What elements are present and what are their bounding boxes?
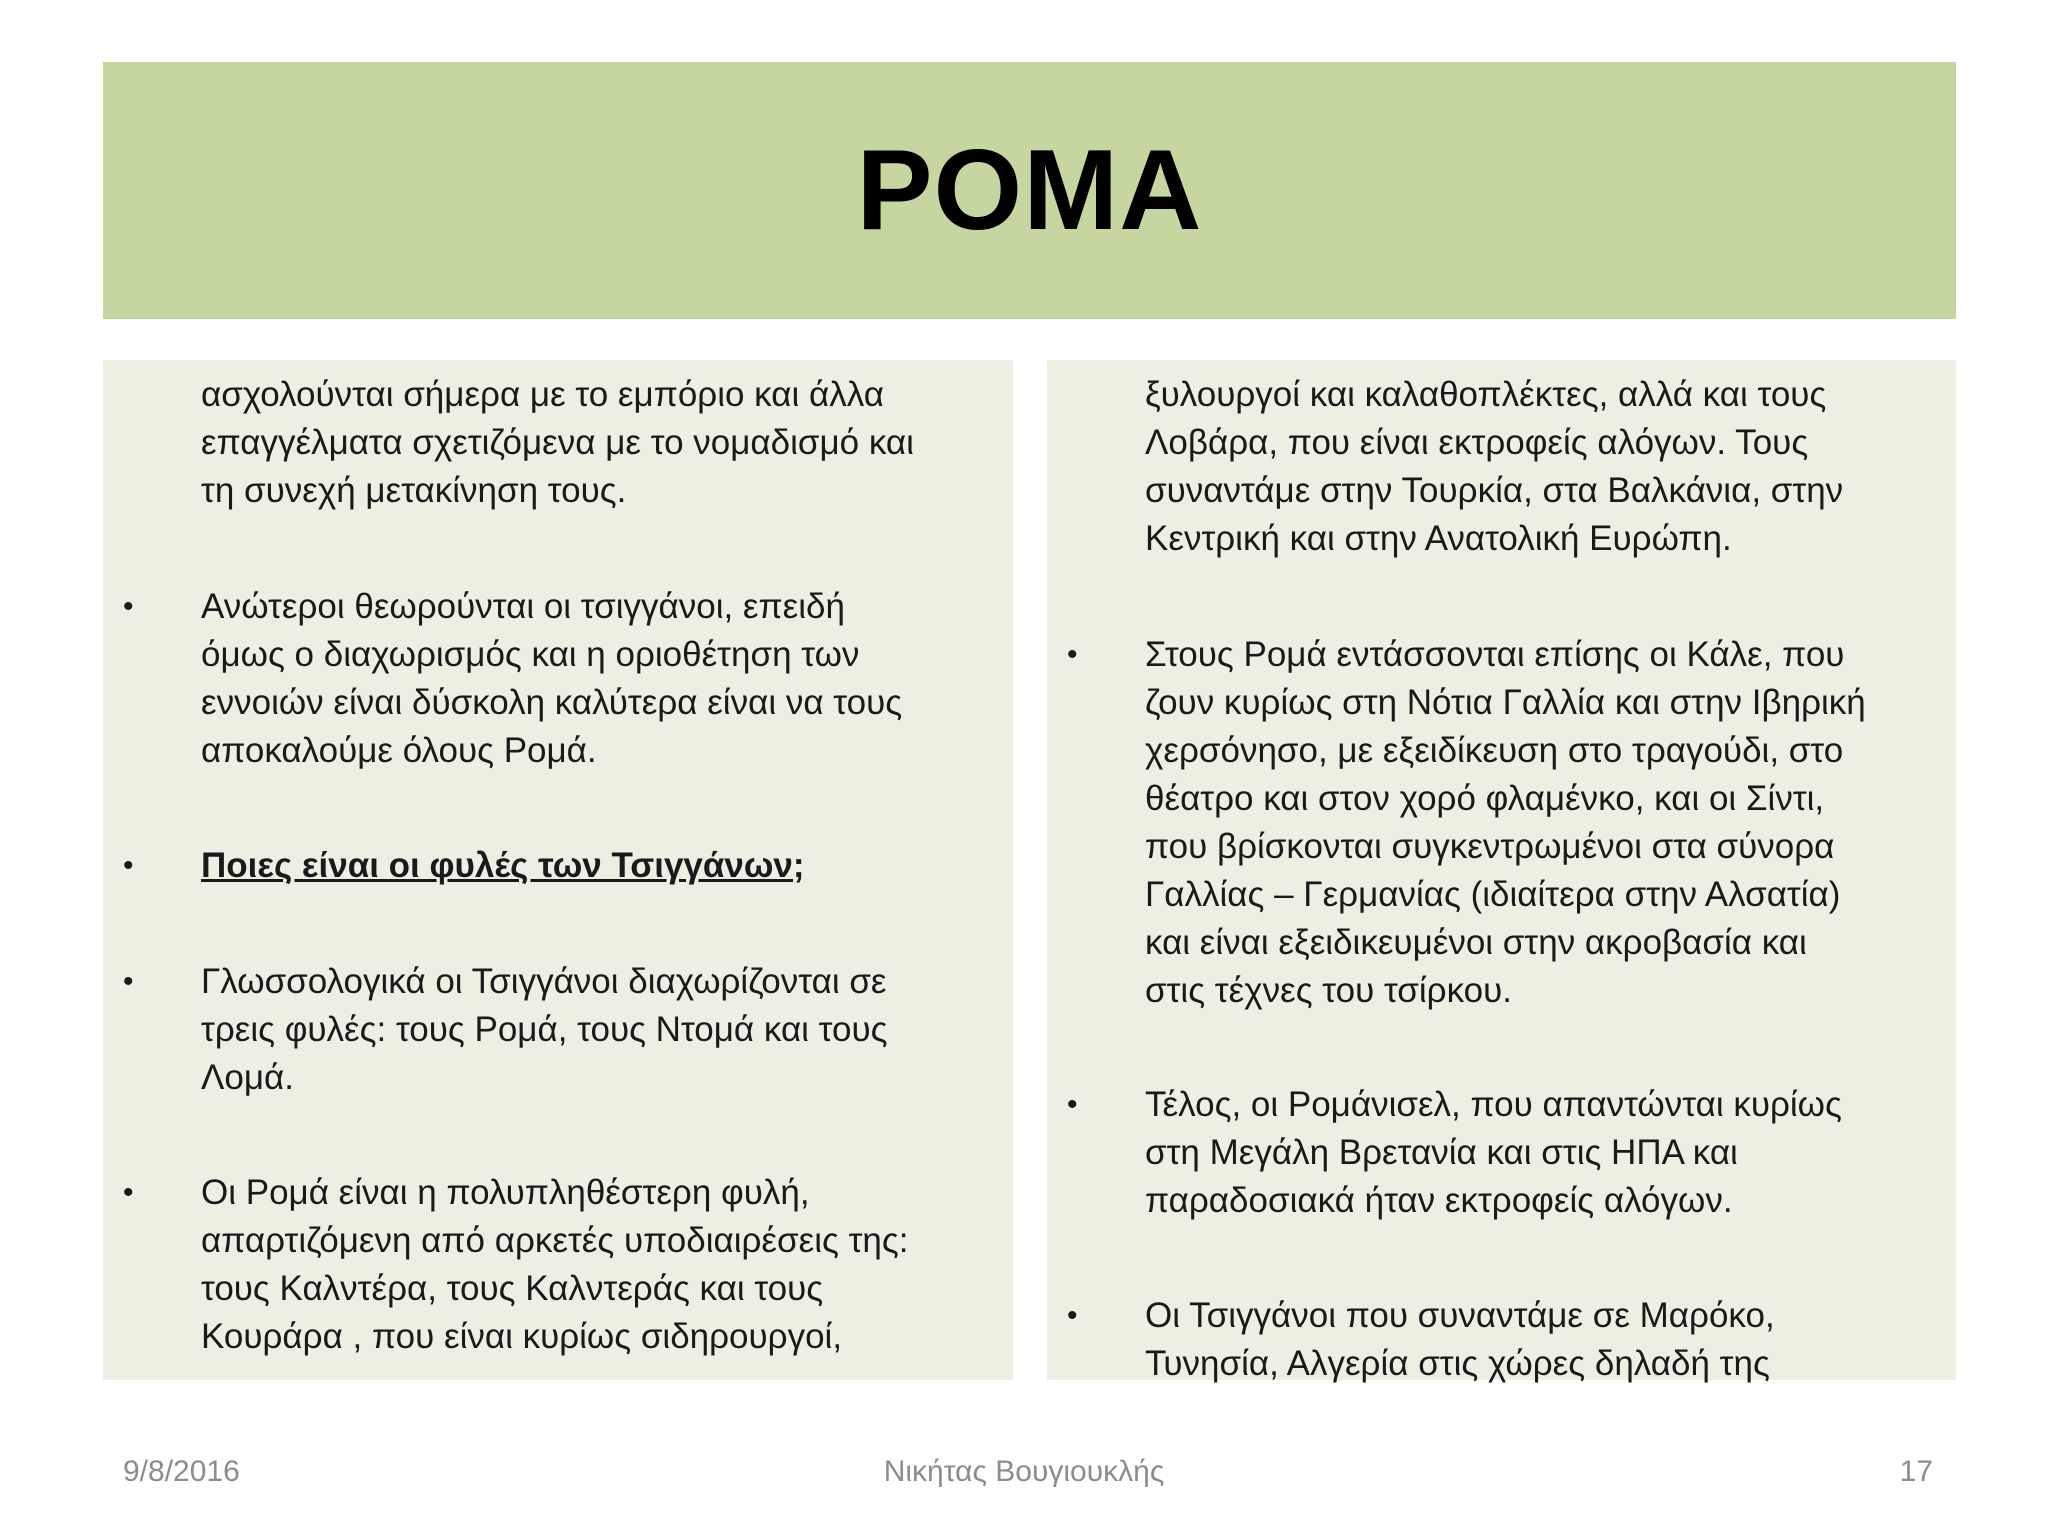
text-line: επαγγέλματα σχετιζόμενα με το νομαδισμό και <box>201 423 914 462</box>
text-line: τρεις φυλές: τους Ρομά, τους Ντομά και τους <box>201 1010 888 1049</box>
text-line: Λοβάρα, που είναι εκτροφείς αλόγων. Τους <box>1145 423 1809 462</box>
text-line: Γλωσσολογικά οι Τσιγγάνοι διαχωρίζονται σε <box>201 962 887 1001</box>
bullet-marker: • <box>123 849 134 882</box>
text-line: Κεντρική και στην Ανατολική Ευρώπη. <box>1145 519 1732 558</box>
text-line: χερσόνησο, με εξειδίκευση στο τραγούδι, στο <box>1145 731 1844 770</box>
text-line: Λομά. <box>201 1058 294 1097</box>
footer-page-number: 17 <box>1899 1455 1933 1488</box>
text-line: εννοιών είναι δύσκολη καλύτερα είναι να τους <box>201 683 903 722</box>
text-line: συναντάμε στην Τουρκία, στα Βαλκάνια, στην <box>1145 471 1844 510</box>
text-line: θέατρο και στον χορό φλαμένκο, και οι Σίντι, <box>1145 779 1825 818</box>
section-question-heading: Ποιες είναι οι φυλές των Τσιγγάνων; <box>201 846 805 885</box>
text-line: τη συνεχή μετακίνηση τους. <box>201 471 627 510</box>
text-line: Οι Ρομά είναι η πολυπληθέστερη φυλή, <box>201 1173 810 1212</box>
right-intro-paragraph <box>1145 371 1843 563</box>
text-line: όμως ο διαχωρισμός και η οριοθέτηση των <box>201 635 860 674</box>
text-line: που βρίσκονται συγκεντρωμένοι στα σύνορα <box>1145 827 1835 866</box>
left-bullet-2-heading <box>201 842 805 890</box>
bullet-marker: • <box>123 965 134 998</box>
footer-date: 9/8/2016 <box>123 1455 240 1488</box>
bullet-marker: • <box>1067 638 1078 671</box>
text-line: Γαλλίας – Γερμανίας (ιδιαίτερα στην Αλσατία) <box>1145 875 1841 914</box>
text-line: Ανώτεροι θεωρούνται οι τσιγγάνοι, επειδή <box>201 587 845 626</box>
text-line: απαρτιζόμενη από αρκετές υποδιαιρέσεις της: <box>201 1221 909 1260</box>
right-bullet-3 <box>1145 1292 1775 1388</box>
slide-title: ΡΟΜΑ <box>856 127 1203 254</box>
text-line: στις τέχνες του τσίρκου. <box>1145 971 1512 1010</box>
title-banner <box>103 62 1956 319</box>
text-line: Τέλος, οι Ρομάνισελ, που απαντώνται κυρίως <box>1145 1085 1842 1124</box>
right-bullet-1 <box>1145 631 1866 1015</box>
text-line: στη Μεγάλη Βρετανία και στις ΗΠΑ και <box>1145 1133 1738 1172</box>
left-bullet-1 <box>201 583 902 775</box>
bullet-marker: • <box>123 590 134 623</box>
bullet-marker: • <box>123 1176 134 1209</box>
text-line: Τυνησία, Αλγερία στις χώρες δηλαδή της <box>1145 1344 1770 1383</box>
right-bullet-2 <box>1145 1081 1842 1225</box>
left-intro-paragraph <box>201 371 914 515</box>
text-line: ξυλουργοί και καλαθοπλέκτες, αλλά και τους <box>1145 375 1827 414</box>
text-line: ασχολούνται σήμερα με το εμπόριο και άλλα <box>201 375 884 414</box>
text-line: τους Καλντέρα, τους Καλντεράς και τους <box>201 1269 824 1308</box>
left-bullet-4 <box>201 1169 909 1361</box>
text-line: ζουν κυρίως στη Νότια Γαλλία και στην Ιβηρική <box>1145 683 1866 722</box>
text-line: Οι Τσιγγάνοι που συναντάμε σε Μαρόκο, <box>1145 1296 1775 1335</box>
text-line: Στους Ρομά εντάσσονται επίσης οι Κάλε, που <box>1145 635 1845 674</box>
bullet-marker: • <box>1067 1088 1078 1121</box>
text-line: παραδοσιακά ήταν εκτροφείς αλόγων. <box>1145 1181 1733 1220</box>
left-bullet-3 <box>201 958 887 1102</box>
text-line: αποκαλούμε όλους Ρομά. <box>201 731 597 770</box>
footer-author: Νικήτας Βουγιουκλής <box>883 1455 1165 1488</box>
text-line: Κουράρα , που είναι κυρίως σιδηρουργοί, <box>201 1317 843 1356</box>
bullet-marker: • <box>1067 1299 1078 1332</box>
text-line: και είναι εξειδικευμένοι στην ακροβασία και <box>1145 923 1807 962</box>
